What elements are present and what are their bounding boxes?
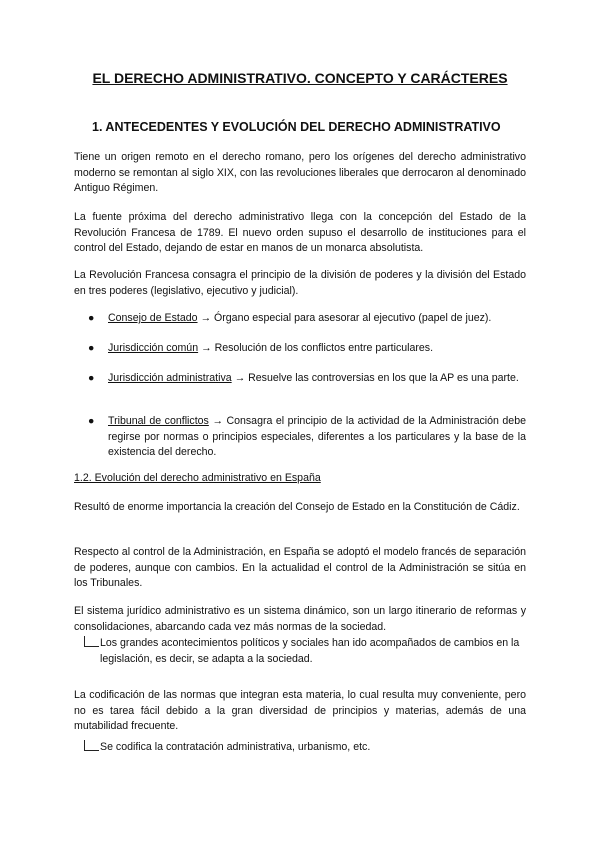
list-item [88, 311, 526, 327]
bullet-text: → Órgano especial para asesorar al ejecutivo (papel de juez). [197, 312, 492, 324]
list-item [88, 371, 526, 387]
paragraph-french-revolution: La fuente próxima del derecho administrativo llega con la concepción del Estado de la Revolución Francesa de 1789. El nuevo orden supuso el desarrollo de instituciones para el control del Estado, dejando de estar en manos de un monarca absolutista. [74, 211, 526, 254]
paragraph-control-administracion: Respecto al control de la Administración, en España se adoptó el modelo francés de separación de poderes, aunque con cambios. En la actualidad el control de la Administración se sitúa en los Tribunales. [74, 546, 526, 589]
bullet-term: Tribunal de conflictos [108, 415, 209, 427]
list-item [88, 341, 526, 357]
bullet-term: Consejo de Estado [108, 312, 198, 324]
paragraph-codificacion: La codificación de las normas que integran esta materia, lo cual resulta muy conveniente, pero no es tarea fácil debido a la gran diversidad de principios y materias, además de una mutabilidad frecuente. [74, 689, 526, 732]
note-text: Se codifica la contratación administrativa, urbanismo, etc. [100, 741, 371, 753]
note-text: Los grandes acontecimientos políticos y sociales han ido acompañados de cambios en la legislación, es decir, se adapta a la sociedad. [100, 637, 520, 665]
section-heading-1-2: 1.2. Evolución del derecho administrativo en España [74, 472, 321, 484]
bullet-term: Jurisdicción común [108, 342, 199, 354]
connector-arrow-icon [84, 740, 99, 751]
bullet-term: Jurisdicción administrativa [108, 372, 232, 384]
bullet-text: → Resolución de los conflictos entre particulares. [198, 342, 434, 354]
note-cambios-legislacion [84, 636, 526, 667]
bullet-text: → Consagra el principio de la actividad de la Administración debe regirse por normas o principios especiales, diferentes a los particulares y la base de la existencia del derecho. [108, 415, 526, 458]
paragraph-origins: Tiene un origen remoto en el derecho romano, pero los orígenes del derecho administrativo moderno se remontan al siglo XIX, con las revoluciones liberales que derrocaron al denominado Antiguo Régimen. [74, 151, 526, 194]
bullet-icon: ● [88, 415, 95, 427]
paragraph-consejo-cadiz: Resultó de enorme importancia la creación del Consejo de Estado en la Constitución de Cádiz. [74, 501, 520, 513]
bullet-icon: ● [88, 372, 95, 384]
document-title: EL DERECHO ADMINISTRATIVO. CONCEPTO Y CARÁCTERES [92, 70, 508, 86]
connector-arrow-icon [84, 636, 99, 647]
section-heading-1: 1. ANTECEDENTES Y EVOLUCIÓN DEL DERECHO ADMINISTRATIVO [92, 120, 501, 134]
list-item [88, 414, 526, 461]
note-codificacion [84, 740, 526, 756]
paragraph-division-powers: La Revolución Francesa consagra el principio de la división de poderes y la división del Estado en tres poderes (legislativo, ejecutivo y judicial). [74, 269, 526, 297]
bullet-icon: ● [88, 342, 95, 354]
paragraph-sistema-dinamico: El sistema jurídico administrativo es un sistema dinámico, son un largo itinerario de reformas y consolidaciones, abarcando cada vez más normas de la sociedad. [74, 605, 526, 633]
bullet-text: → Resuelve las controversias en los que la AP es una parte. [231, 372, 519, 384]
bullet-icon: ● [88, 312, 95, 324]
